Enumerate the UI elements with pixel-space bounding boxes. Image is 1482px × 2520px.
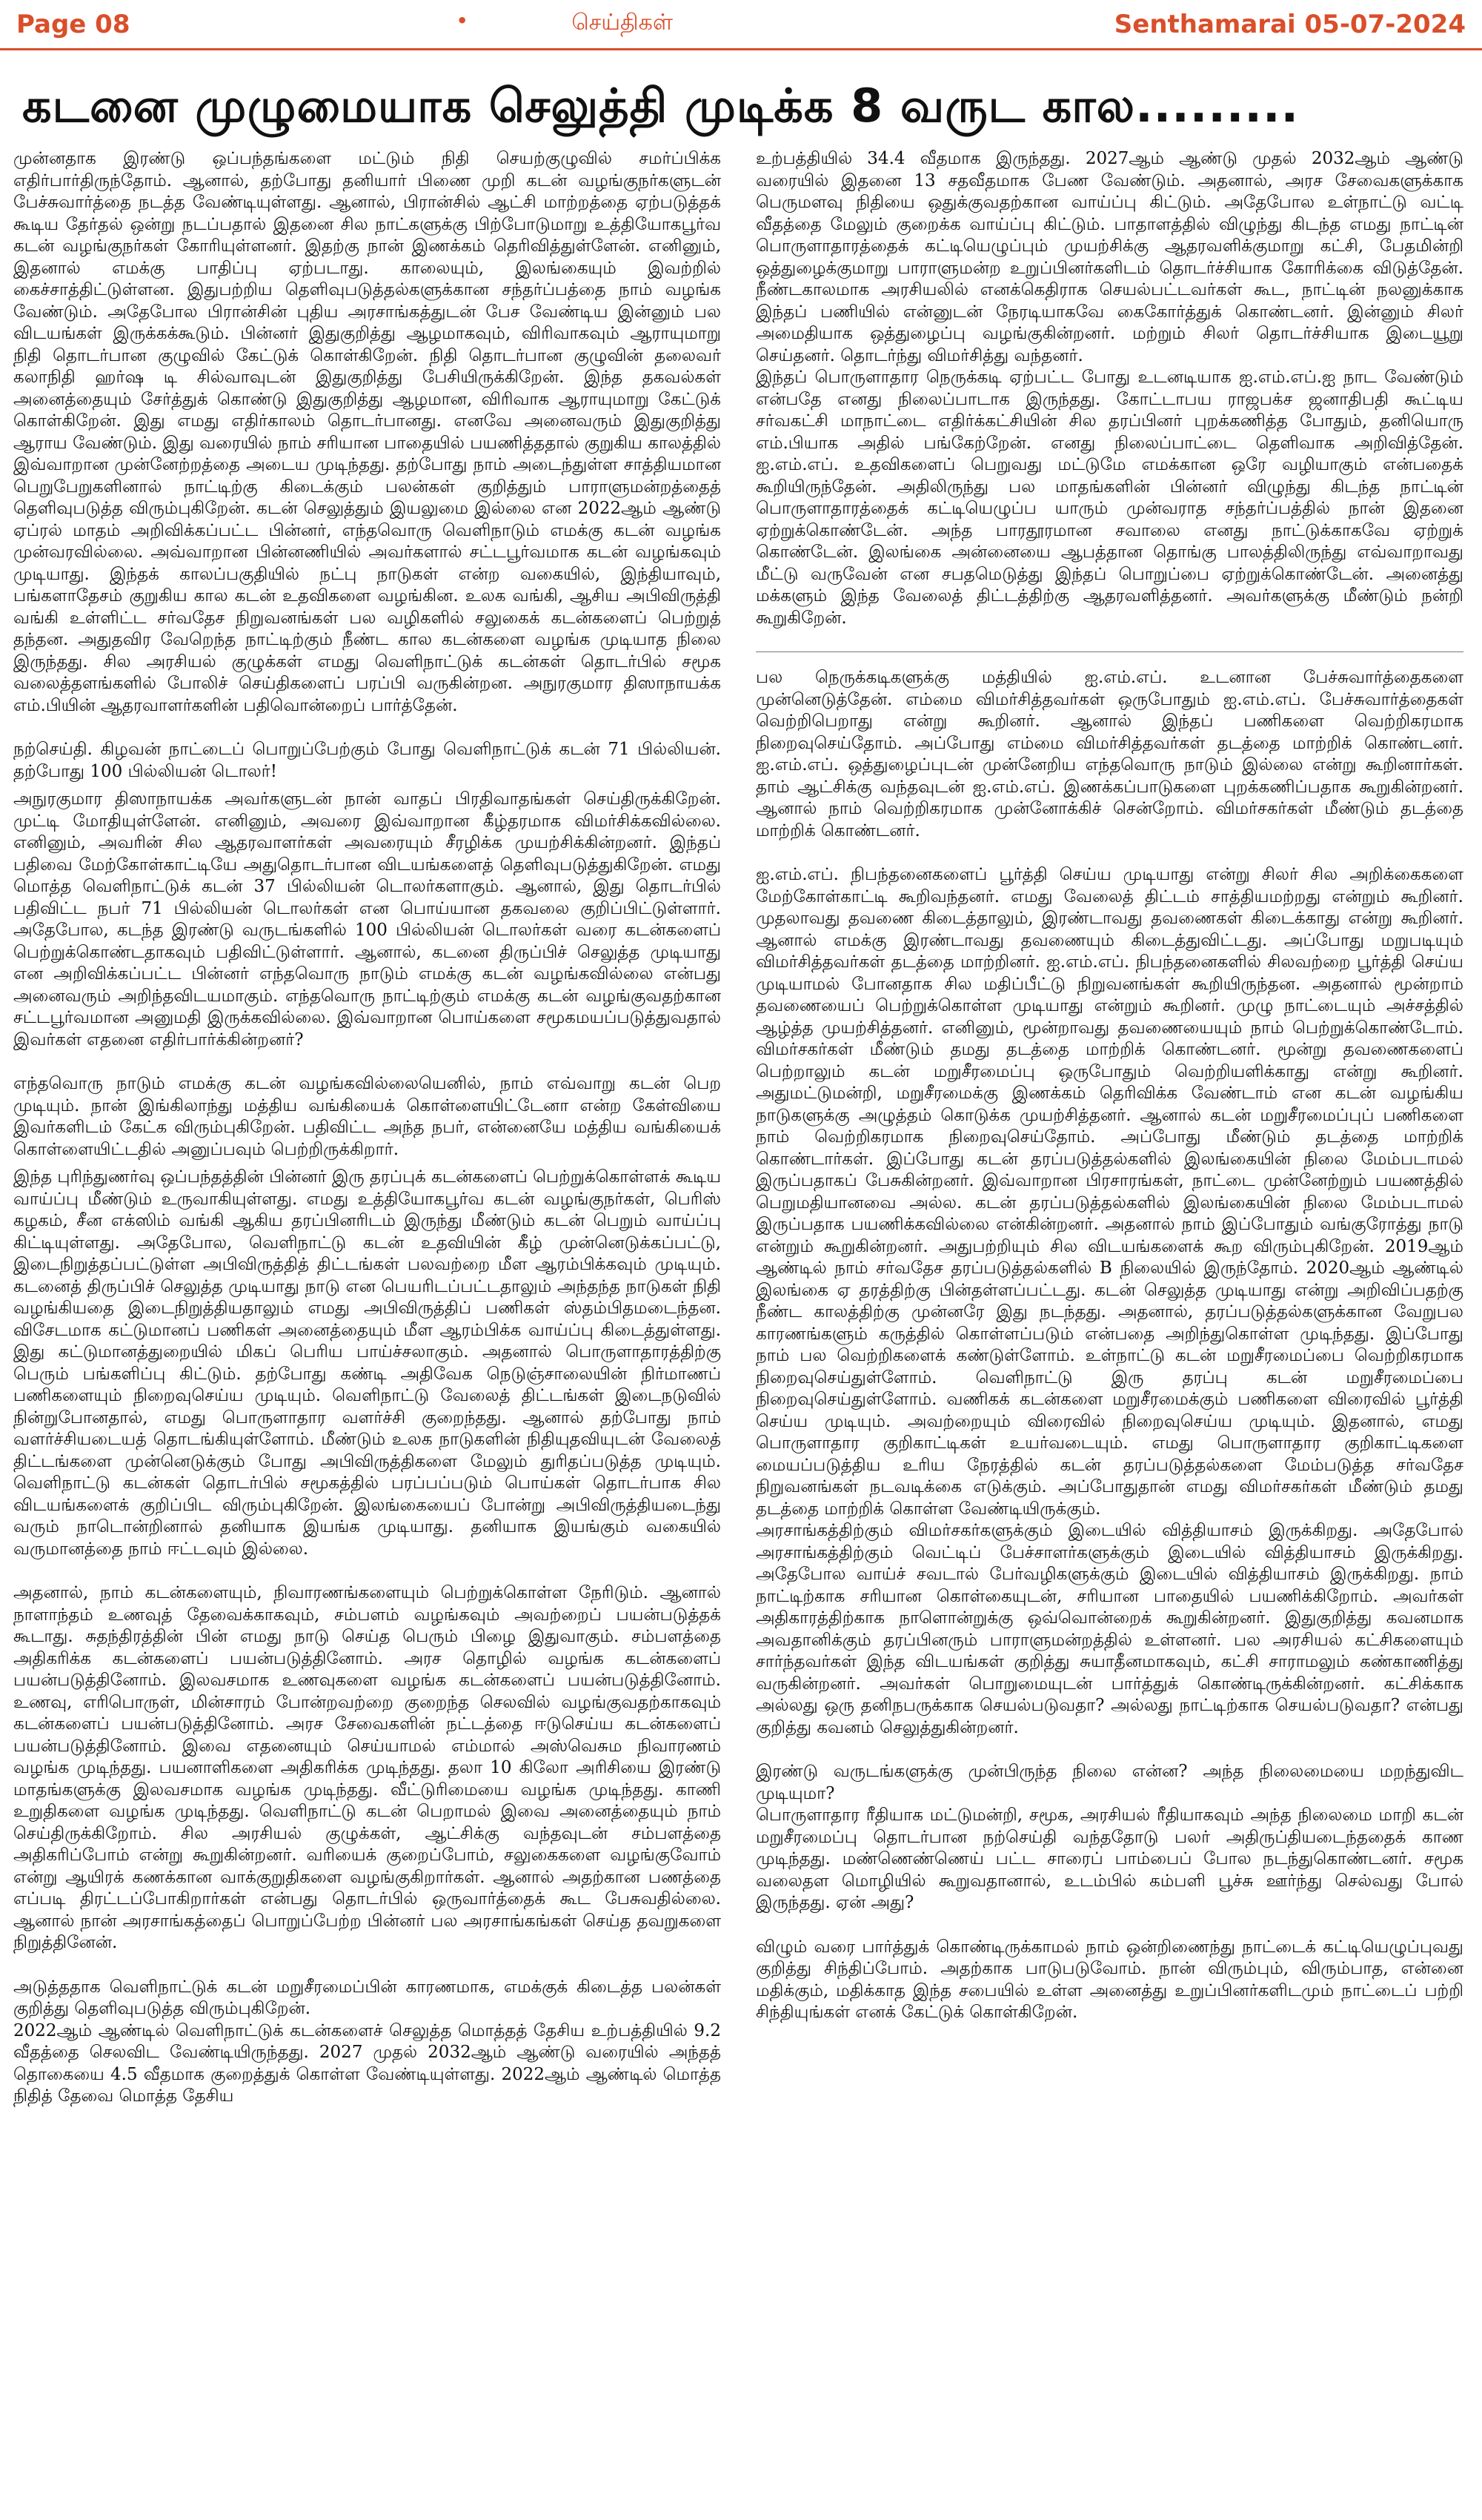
article-paragraph: அநுரகுமார திஸாநாயக்க அவர்களுடன் நான் வாதப் பிரதிவாதங்கள் செய்திருக்கிறேன். முட்டி மோதியுள்ளேன். எனினும், அவரை இவ்வாறான கீழ்தரமாக விமர்சிக்கவில்லை. எனினும், அவரின் சில ஆதரவாளர்கள் அவரையும் சீரழிக்க முயற்சிக்கின்றனர். இந்தப் பதிவை மேற்கோள்காட்டியே அதுதொடர்பான விடயங்களைத் தெளிவுபடுத்துகிறேன். எமது மொத்த வெளிநாட்டுக் கடன் 37 பில்லியன் டொலர்களாகும். ஆனால், இது தொடர்பில் பதிவிட்ட நபர் 71 பில்லியன் டொலர்கள் என பொய்யான தகவலை குறிப்பிட்டுள்ளார். அதேபோல, கடந்த இரண்டு வருடங்களில் 100 பில்லியன் டொலர்கள் வரை கடன்களைப் பெற்றுக்கொண்டதாகவும் பதிவிட்டுள்ளார். ஆனால், கடனை திருப்பிச் செலுத்த முடியாது என அறிவிக்கப்பட்ட பின்னர் எந்தவொரு நாடும் எமக்கு கடன் வழங்கவில்லை என்பது அனைவரும் அறிந்தவிடயமாகும். எந்தவொரு நாட்டிற்கும் எமக்கு கடன் வழங்குவதற்கான சட்டபூர்வமான அனுமதி இருக்கவில்லை. இவ்வாறான பொய்களை சமூகமயப்படுத்துவதால் இவர்கள் எதனை எதிர்பார்க்கின்றனர்? <box>13 789 721 1050</box>
section-label: செய்திகள் <box>571 10 673 36</box>
article-paragraph: எந்தவொரு நாடும் எமக்கு கடன் வழங்கவில்லையெனில், நாம் எவ்வாறு கடன் பெற முடியும். நான் இங்கிலாந்து மத்திய வங்கியைக் கொள்ளையிட்டேனா என்ற கேள்வியை இவர்களிடம் கேட்க விரும்புகிறேன். பதிவிட்ட அந்த நபர், என்னையே மத்திய வங்கியைக் கொள்ளையிட்டதில் அனுப்பவும் பெற்றிருக்கிறார். <box>13 1074 721 1159</box>
article-paragraph: ஐ.எம்.எப். நிபந்தனைகளைப் பூர்த்தி செய்ய முடியாது என்று சிலர் சில அறிக்கைகளை மேற்கோள்காட்டி கூறிவந்தனர். எமது வேலைத் திட்டம் சாத்தியமற்றது என்றும் கூறினர். முதலாவது தவணை கிடைத்தாலும், இரண்டாவது தவணைகள் கிடைக்காது என்று கூறினர். ஆனால் எமக்கு இரண்டாவது தவணையும் கிடைத்துவிட்டது. அப்போது மறுபடியும் விமர்சித்தவர்கள் தடத்தை மாற்றினர். ஐ.எம்.எப். நிபந்தனைகளில் சிலவற்றை பூர்த்தி செய்ய முடியாமல் போனதாக சில மதிப்பீட்டு நிறுவனங்கள் கூறியிருந்தன. அதனால் மூன்றாம் தவணையைப் பெற்றுக்கொள்ள முடியாது என்றும் கூறினர். முழு நாட்டையும் அச்சத்தில் ஆழ்த்த முயற்சித்தனர். எனினும், மூன்றாவது தவணையையும் நாம் பெற்றுக்கொண்டோம். விமர்சகர்கள் மீண்டும் தமது தடத்தை மாற்றிக் கொண்டனர். மூன்று தவணைகளைப் பெற்றாலும் கடன் மறுசீரமைப்பு ஒருபோதும் வெற்றியளிக்காது என்று கூறினர். அதுமட்டுமன்றி, மறுசீரமைக்கு இணக்கம் தெரிவிக்க வேண்டாம் என கடன் வழங்கிய நாடுகளுக்கு அழுத்தம் கொடுக்க முயற்சித்தனர். ஆனால் கடன் மறுசீரமைப்புப் பணிகளை நாம் வெற்றிகரமாக நிறைவுசெய்தோம். அப்போது மீண்டும் தடத்தை மாற்றிக் கொண்டார்கள். இப்போது கடன் தரப்படுத்தல்களில் இலங்கையின் நிலை மேம்படாமல் இருப்பதாகப் பேசுகின்றனர். இவ்வாறான பிரசாரங்கள், நாட்டை முன்னேற்றும் பயணத்தில் பெறுமதியானவை அல்ல. கடன் தரப்படுத்தல்களில் இலங்கையின் நிலை மேம்படாமல் இருப்பதாக பயணிக்கவில்லை என்கின்றனர். அதனால் நாம் இப்போதும் வங்குரோத்து நாடு என்றும் கூறுகின்றனர். அதுபற்றியும் சில விடயங்களைக் கூற விரும்புகிறேன். 2019ஆம் ஆண்டில் நாம் சர்வதேச தரப்படுத்தல்களில் B நிலையில் இருந்தோம். 2020ஆம் ஆண்டில் இலங்கை ஏ தரத்திற்கு பின்தள்ளப்பட்டது. கடன் செலுத்த முடியாது என்று அறிவிப்பதற்கு நீண்ட காலத்திற்கு முன்னரே இது நடந்தது. அதனால், தரப்படுத்தல்களுக்கான வேறுபல காரணங்களும் கருத்தில் கொள்ளப்படும் என்பதை அறிந்துகொள்ள முடிந்தது. இப்போது நாம் பல வெற்றிகளைக் கண்டுள்ளோம். உள்நாட்டு கடன் மறுசீரமைப்பை வெற்றிகரமாக நிறைவுசெய்துள்ளோம். வெளிநாட்டு இரு தரப்பு கடன் மறுசீரமைப்பை நிறைவுசெய்துள்ளோம். வணிகக் கடன்களை மறுசீரமைக்கும் பணிகளை விரைவில் பூர்த்தி செய்ய முடியும். அவற்றையும் விரைவில் நிறைவுசெய்ய முடியும். இதனால், எமது பொருளாதார குறிகாட்டிகள் உயர்வடையும். எமது பொருளாதார குறிகாட்டிகளை மையப்படுத்திய உரிய நேரத்தில் கடன் தரப்படுத்தல்களை மேம்படுத்த சர்வதேச நிறுவனங்கள் நடவடிக்கை எடுக்கும். அப்போதுதான் எமது விமர்சகர்கள் மீண்டும் தமது தடத்தை மாற்றிக் கொள்ள வேண்டியிருக்கும். அரசாங்கத்திற்கும் விமர்சகர்களுக்கும் இடையில் வித்தியாசம் இருக்கிறது. அதேபோல் அரசாங்கத்திற்கும் வெட்டிப் பேச்சாளர்களுக்கும் இடையில் வித்தியாசம் இருக்கிறது. அதேபோல வாய்ச் சவடால் பேர்வழிகளுக்கும் இடையில் வித்தியாசம் இருக்கிறது. நாம் நாட்டிற்காக சரியான கொள்கையுடன், சரியான பாதையில் பயணிக்கிறோம். அவர்கள் அதிகாரத்திற்காக நாளொன்றுக்கு ஒவ்வொன்றைக் கூறுகின்றனர். இதுகுறித்து கவனமாக அவதானிக்கும் தரப்பினரும் பாராளுமன்றத்தில் உள்ளனர். பல அரசியல் கட்சிகளையும் சார்ந்தவர்கள் இந்த விடயங்கள் குறித்து சுயாதீனமாகவும், கட்சி சாராமலும் கண்காணித்து வருகின்றனர். அவர்கள் பொறுமையுடன் பார்த்துக் கொண்டிருக்கின்றனர். கட்சிக்காக அல்லது ஒரு தனிநபருக்காக செயல்படுவதா? அல்லது நாட்டிற்காக செயல்படுவதா? என்பது குறித்து கவனம் செலுத்துகின்றனர். <box>756 865 1463 1737</box>
article-paragraph: அதனால், நாம் கடன்களையும், நிவாரணங்களையும் பெற்றுக்கொள்ள நேரிடும். ஆனால் நாளாந்தம் உணவுத் தேவைக்காகவும், சம்பளம் வழங்கவும் அவற்றைப் பயன்படுத்தக் கூடாது. சுதந்திரத்தின் பின் எமது நாடு செய்த பெரும் பிழை இதுவாகும். சம்பளத்தை அதிகரிக்க கடன்களைப் பயன்படுத்தினோம். அரச தொழில் வழங்க கடன்களைப் பயன்படுத்தினோம். இலவசமாக உணவுகளை வழங்க கடன்களைப் பயன்படுத்தினோம். உணவு, எரிபொருள், மின்சாரம் போன்றவற்றை குறைந்த செலவில் வழங்குவதற்காகவும் கடன்களைப் பயன்படுத்தினோம். அரச சேவைகளின் நட்டத்தை ஈடுசெய்ய கடன்களைப் பயன்படுத்தினோம். இவை எதனையும் செய்யாமல் எம்மால் அஸ்வெசும நிவாரணம் வழங்க முடிந்தது. பயனாளிகளை அதிகரிக்க முடிந்தது. தலா 10 கிலோ அரிசியை இரண்டு மாதங்களுக்கு இலவசமாக வழங்க முடிந்தது. வீட்டுரிமையை வழங்க முடிந்தது. காணி உறுதிகளை வழங்க முடிந்தது. வெளிநாட்டு கடன் பெறாமல் இவை அனைத்தையும் நாம் செய்திருக்கிறோம். சில அரசியல் குழுக்கள், ஆட்சிக்கு வந்தவுடன் சம்பளத்தை அதிகரிப்போம் என்று கூறுகின்றனர். வரியைக் குறைப்போம், சலுகைகளை வழங்குவோம் என்று ஆயிரக் கணக்கான வாக்குறுதிகளை வழங்குகிறார்கள். ஆனால் அதற்கான பணத்தை எப்படி திரட்டப்போகிறார்கள் என்பது தொடர்பில் ஒருவார்த்தைக் கூட பேசுவதில்லை. ஆனால் நான் அரசாங்கத்தைப் பொறுப்பேற்ற பின்னர் பல அரசாங்கங்கள் செய்த தவறுகளை நிறுத்தினேன். <box>13 1583 721 1952</box>
page-number: Page 08 <box>16 9 130 39</box>
headline: கடனை முழுமையாக செலுத்தி முடிக்க 8 வருட கால......... <box>22 79 1300 133</box>
article-paragraph: நற்செய்தி. கிழவன் நாட்டைப் பொறுப்பேற்கும் போது வெளிநாட்டுக் கடன் 71 பில்லியன். தற்போது 100 பில்லியன் டொலர்! <box>13 740 721 781</box>
masthead-date: Senthamarai 05-07-2024 <box>1114 9 1466 39</box>
article-paragraph: இந்த புரிந்துணர்வு ஒப்பந்தத்தின் பின்னர் இரு தரப்புக் கடன்களைப் பெற்றுக்கொள்ளக் கூடிய வாய்ப்பு மீண்டும் உருவாகியுள்ளது. எமது உத்தியோகபூர்வ கடன் வழங்குநர்கள், பெரிஸ் கழகம், சீன எக்ஸிம் வங்கி ஆகிய தரப்பினரிடம் இருந்து மீண்டும் கடன் பெறும் வாய்ப்பு கிட்டியுள்ளது. அதேபோல, வெளிநாட்டு கடன் உதவியின் கீழ் முன்னெடுக்கப்பட்டு, இடைநிறுத்தப்பட்டுள்ள அபிவிருத்தித் திட்டங்கள் பலவற்றை மீள ஆரம்பிக்கவும் முடியும். கடனைத் திருப்பிச் செலுத்த முடியாது நாடு என பெயரிடப்பட்டதாலும் அந்தந்த நாடுகள் நிதி வழங்கியதை இடைநிறுத்தியதாலும் எமது அபிவிருத்திப் பணிகள் ஸ்தம்பிதமடைந்தன. விசேடமாக கட்டுமானப் பணிகள் அனைத்தையும் மீள ஆரம்பிக்க வாய்ப்பு கிடைத்துள்ளது. இது கட்டுமானத்துறையில் மிகப் பெரிய பாய்ச்சலாகும். அதனால் பொருளாதாரத்திற்கு பெரும் பங்களிப்பு கிட்டும். தற்போது கண்டி அதிவேக நெடுஞ்சாலையின் நிர்மாணப் பணிகளையும் நிறைவுசெய்ய முடியும். வெளிநாட்டு வேலைத் திட்டங்கள் இடைநடுவில் நின்றுபோனதால், எமது பொருளாதார வளர்ச்சி குறைந்தது. ஆனால் தற்போது நாம் வளர்ச்சியடையத் தொடங்கியுள்ளோம். மீண்டும் உலக நாடுகளின் நிதியுதவியுடன் வேலைத் திட்டங்களை முன்னெடுக்கும் போது அபிவிருத்திகளை மேலும் துரிதப்படுத்த முடியும். வெளிநாட்டு கடன்கள் தொடர்பில் சமூகத்தில் பரப்பப்படும் பொய்கள் தொடர்பாக சில விடயங்களைக் குறிப்பிட விரும்புகிறேன். இலங்கையைப் போன்று அபிவிருத்தியடைந்து வரும் நாடொன்றினால் தனியாக இயங்க முடியாது. தனியாக இயங்கும் வகையில் வருமானத்தை நாம் ஈட்டவும் இல்லை. <box>13 1167 721 1559</box>
page-header <box>0 0 1482 50</box>
header-dot: • <box>456 10 468 31</box>
article-paragraph: உற்பத்தியில் 34.4 வீதமாக இருந்தது. 2027ஆம் ஆண்டு முதல் 2032ஆம் ஆண்டு வரையில் இதனை 13 சதவீதமாக பேண வேண்டும். அதனால், அரச சேவைகளுக்காக பெருமளவு நிதியை ஒதுக்குவதற்கான வாய்ப்பு கிட்டும். அதேபோல உள்நாட்டு வட்டி வீதத்தை மேலும் குறைக்க வாய்ப்பு கிட்டும். பாதாளத்தில் விழுந்து கிடந்த எமது நாட்டின் பொருளாதாரத்தைக் கட்டியெழுப்பும் முயற்சிக்கு ஆதரவளிக்குமாறு கட்சி, பேதமின்றி ஒத்துழைக்குமாறு பாராளுமன்ற உறுப்பினர்களிடம் தொடர்ச்சியாக கோரிக்கை விடுத்தேன். நீண்டகாலமாக அரசியலில் எனக்கெதிராக செயல்பட்டவர்கள் கூட, நாட்டின் நலனுக்காக இந்தப் பணியில் என்னுடன் நேரடியாகவே கைகோர்த்துக் கொண்டனர். இன்னும் சிலர் அமைதியாக ஒத்துழைப்பு வழங்குகின்றனர். மற்றும் சிலர் தொடர்ச்சியாக இடையூறு செய்தனர். தொடர்ந்து விமர்சித்து வந்தனர். இந்தப் பொருளாதார நெருக்கடி ஏற்பட்ட போது உடனடியாக ஐ.எம்.எப்.ஐ நாட வேண்டும் என்பதே எனது நிலைப்பாடாக இருந்தது. கோட்டாபய ராஜபக்ச ஜனாதிபதி கூட்டிய சர்வகட்சி மாநாட்டை எதிர்க்கட்சியின் சில தரப்பினர் புறக்கணித்த போதும், தனியொரு எம்.பியாக அதில் பங்கேற்றேன். எனது நிலைப்பாட்டை தெளிவாக அறிவித்தேன். ஐ.எம்.எப். உதவிகளைப் பெறுவது மட்டுமே எமக்கான ஒரே வழியாகும் என்பதைக் கூறியிருந்தேன். அதிலிருந்து பல மாதங்களின் பின்னர் விழுந்து கிடந்த நாட்டின் பொருளாதாரத்தைக் கட்டியெழுப்ப யாரும் முன்வராத சந்தர்ப்பத்தில் நான் இதனை ஏற்றுக்கொண்டேன். அந்த பாரதூரமான சவாலை எனது நாட்டுக்காகவே ஏற்றுக் கொண்டேன். இலங்கை அன்னையை ஆபத்தான தொங்கு பாலத்திலிருந்து எவ்வாறாவது மீட்டு வருவேன் என சபதமெடுத்து இந்தப் பொறுப்பை ஏற்றுக்கொண்டேன். அனைத்து மக்களும் இந்த வேலைத் திட்டத்திற்கு ஆதரவளித்தனர். அவர்களுக்கு மீண்டும் நன்றி கூறுகிறேன். <box>756 149 1463 628</box>
left-column <box>13 148 721 2513</box>
article-body <box>0 148 1482 2513</box>
column-divider <box>756 651 1463 652</box>
article-paragraph: முன்னதாக இரண்டு ஒப்பந்தங்களை மட்டும் நிதி செயற்குழுவில் சமர்ப்பிக்க எதிர்பார்திருந்தோம். ஆனால், தற்போது தனியார் பிணை முறி கடன் வழங்குநர்களுடன் பேச்சுவார்த்தை நடத்த வேண்டியுள்ளது. ஆனால், பிரான்சில் ஆட்சி மாற்றத்தை ஏற்படுத்தக் கூடிய தேர்தல் ஒன்று நடப்பதால் இதனை சில நாட்களுக்கு பிற்போடுமாறு உத்தியோகபூர்வ கடன் வழங்குநர்கள் கோரியுள்ளனர். இதற்கு நான் இணக்கம் தெரிவித்துள்ளேன். எனினும், இதனால் எமக்கு பாதிப்பு ஏற்படாது. காலையும், இலங்கையும் இவற்றில் கைச்சாத்திட்டுள்ளன. இதுபற்றிய தெளிவுபடுத்தல்களுக்கான சந்தர்ப்பத்தை நாம் வழங்க வேண்டும். அதேபோல பிரான்சின் புதிய அரசாங்கத்துடன் பேச வேண்டிய இன்னும் பல விடயங்கள் இருக்கக்கூடும். பின்னர் இதுகுறித்து ஆழமாகவும், விரிவாகவும் ஆராயுமாறு நிதி தொடர்பான குழுவில் கேட்டுக் கொள்கிறேன். நிதி தொடர்பான குழுவின் தலைவர் கலாநிதி ஹர்ஷ டி சில்வாவுடன் இதுகுறித்து பேசியிருக்கிறேன். இந்த தகவல்கள் அனைத்தையும் சேர்த்துக் கொண்டு இதுகுறித்து ஆழமான, விரிவாக ஆராயுமாறு கேட்டுக் கொள்கிறேன். இது எமது எதிர்காலம் தொடர்பானது. எனவே அனைவரும் இதுகுறித்து ஆராய வேண்டும். இது வரையில் நாம் சரியான பாதையில் பயணித்ததால் குறுகிய காலத்தில் இவ்வாறான முன்னேற்றத்தை அடைய முடிந்தது. தற்போது நாம் அடைந்துள்ள சாத்தியமான பெறுபேறுகளினால் நாட்டிற்கு கிடைக்கும் பலன்கள் குறித்தும் பாராளுமன்றத்தைத் தெளிவுபடுத்த விரும்புகிறேன். கடன் செலுத்தும் இயலுமை இல்லை என 2022ஆம் ஆண்டு ஏப்ரல் மாதம் அறிவிக்கப்பட்ட பின்னர், எந்தவொரு வெளிநாடும் எமக்கு கடன் வழங்க முன்வரவில்லை. அவ்வாறான பின்னணியில் அவர்களால் சட்டபூர்வமாக கடன் வழங்கவும் முடியாது. இந்தக் காலப்பகுதியில் நட்பு நாடுகள் என்ற வகையில், இந்தியாவும், பங்களாதேசம் குறுகிய கால கடன் உதவிகளை வழங்கின. உலக வங்கி, ஆசிய அபிவிருத்தி வங்கி உள்ளிட்ட சர்வதேச நிறுவனங்கள் பல வழிகளில் சலுகைக் கடன்களைப் பெற்றுத் தந்தன. அதுதவிர வேறெந்த நாட்டிற்கும் நீண்ட கால கடன்களை வழங்க முடியாத நிலை இருந்தது. சில அரசியல் குழுக்கள் எமது வெளிநாட்டுக் கடன்கள் தொடர்பில் சமூக வலைத்தளங்களில் போலிச் செய்திகளைப் பரப்பி வருகின்றன. அநுரகுமார திஸாநாயக்க எம்.பியின் ஆதரவாளர்களின் பதிவொன்றைப் பார்த்தேன். <box>13 149 721 715</box>
article-paragraph: பல நெருக்கடிகளுக்கு மத்தியில் ஐ.எம்.எப். உடனான பேச்சுவார்த்தைகளை முன்னெடுத்தேன். எம்மை விமர்சித்தவர்கள் ஒருபோதும் ஐ.எம்.எப். பேச்சுவார்த்தைகள் வெற்றிபெறாது என்று கூறினர். ஆனால் இந்தப் பணிகளை வெற்றிகரமாக நிறைவுசெய்தோம். அப்போது எம்மை விமர்சித்தவர்கள் தடத்தை மாற்றிக் கொண்டனர். ஐ.எம்.எப். ஒத்துழைப்புடன் முன்னேறிய எந்தவொரு நாடும் இல்லை என்று கூறினார்கள். தாம் ஆட்சிக்கு வந்தவுடன் ஐ.எம்.எப். இணக்கப்பாடுகளை புறக்கணிப்பதாக கூறுகின்றனர். ஆனால் நாம் வெற்றிகரமாக முன்னோக்கிச் சென்றோம். விமர்சகர்கள் மீண்டும் தடத்தை மாற்றிக் கொண்டனர். <box>756 668 1463 840</box>
article-paragraph: அடுத்ததாக வெளிநாட்டுக் கடன் மறுசீரமைப்பின் காரணமாக, எமக்குக் கிடைத்த பலன்கள் குறித்து தெளிவுபடுத்த விரும்புகிறேன். 2022ஆம் ஆண்டில் வெளிநாட்டுக் கடன்களைச் செலுத்த மொத்தத் தேசிய உற்பத்தியில் 9.2 வீதத்தை செலவிட வேண்டியிருந்தது. 2027 முதல் 2032ஆம் ஆண்டு வரையில் அந்தத் தொகையை 4.5 வீதமாக குறைத்துக் கொள்ள வேண்டியுள்ளது. 2022ஆம் ஆண்டில் மொத்த நிதித் தேவை மொத்த தேசிய <box>13 1977 721 2106</box>
article-paragraph: விழும் வரை பார்த்துக் கொண்டிருக்காமல் நாம் ஒன்றிணைந்து நாட்டைக் கட்டியெழுப்புவது குறித்து சிந்திப்போம். அதற்காக பாடுபடுவோம். நான் விரும்பும், விரும்பாத, என்னை மதிக்கும், மதிக்காத இந்த சபையில் உள்ள அனைத்து உறுப்பினர்களிடமும் நாட்டைப் பற்றி சிந்தியுங்கள் எனக் கேட்டுக் கொள்கிறேன். <box>756 1937 1463 2022</box>
right-column <box>756 148 1463 2513</box>
article-paragraph: இரண்டு வருடங்களுக்கு முன்பிருந்த நிலை என்ன? அந்த நிலைமையை மறந்துவிட முடியுமா? பொருளாதார ரீதியாக மட்டுமன்றி, சமூக, அரசியல் ரீதியாகவும் அந்த நிலைமை மாறி கடன் மறுசீரமைப்பு தொடர்பான நற்செய்தி வந்ததோடு பலர் அதிருப்தியடைந்ததைக் காண முடிந்தது. மண்ணெண்ணெய் பட்ட சாரைப் பாம்பைப் போல நடந்துகொண்டனர். சமூக வலைதள மொழியில் கூறுவதானால், உடம்பில் கம்பளி பூச்சு ஊர்ந்து செல்வது போல் இருந்தது. ஏன் அது? <box>756 1762 1463 1912</box>
